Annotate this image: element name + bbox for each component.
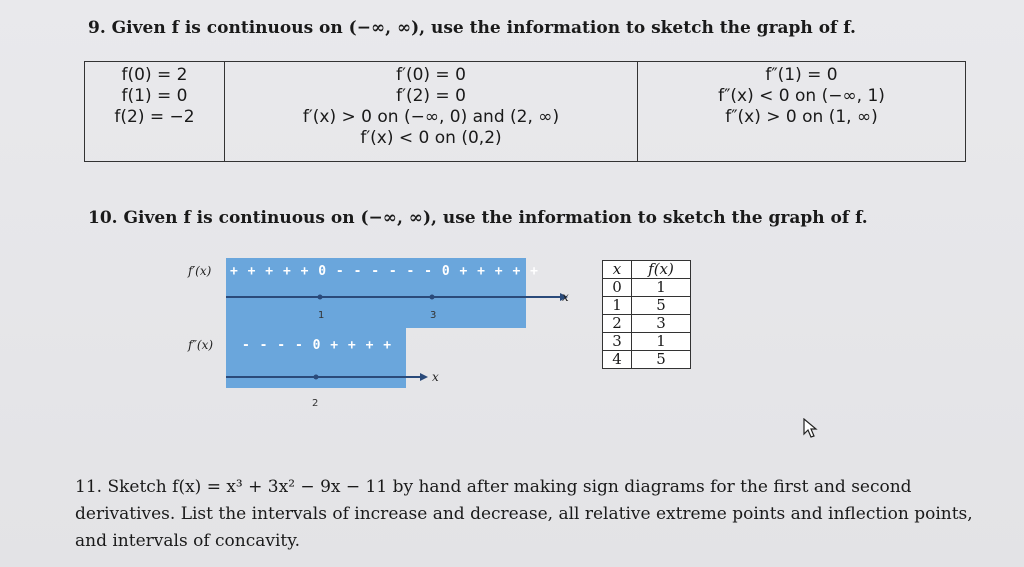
table-row [603,351,691,369]
table-row [603,315,691,333]
table-header-row [603,261,691,279]
q9-col2-line: f′(0) = 0 [396,65,466,85]
question-10-prompt: 10. Given f is continuous on (−∞, ∞), use the information to sketch the graph of f. [88,208,868,228]
q9-function-values-cell [85,62,225,162]
table-row [603,279,691,297]
table-cell-x: 2 [603,315,632,333]
q9-first-derivative-cell [225,62,638,162]
question-9-table [84,61,966,162]
q9-col1-line: f(0) = 2 [121,65,188,85]
table-header-x: x [603,261,632,279]
fprime-axis-label: x [562,290,569,304]
q9-col2-line: f′(2) = 0 [396,86,466,106]
table-row [603,333,691,351]
mouse-cursor-icon [803,418,819,438]
q9-col3-line: f″(1) = 0 [765,65,838,85]
table-cell-x: 3 [603,333,632,351]
q9-col1-line: f(1) = 0 [121,86,188,106]
table-cell-x: 4 [603,351,632,369]
fprime-tick-1: 1 [318,310,325,321]
fdouble-sign-row: - - - - 0 + + + + [242,338,393,353]
q9-second-derivative-cell [638,62,966,162]
q9-col2-line: f′(x) > 0 on (−∞, 0) and (2, ∞) [302,107,560,127]
fprime-label: f′(x) [188,264,212,278]
table-cell-fx: 1 [632,333,691,351]
q9-col3-line: f″(x) > 0 on (1, ∞) [725,107,878,127]
sign-chart [180,258,569,418]
q9-col2-line: f′(x) < 0 on (0,2) [360,128,502,148]
q9-col3-line: f″(x) < 0 on (−∞, 1) [718,86,885,106]
q10-values-table [602,260,691,369]
fdouble-label: f″(x) [188,338,214,352]
table-cell-x: 1 [603,297,632,315]
table-cell-fx: 5 [632,351,691,369]
table-cell-fx: 3 [632,315,691,333]
fdouble-axis-label: x [432,370,439,384]
table-row [603,297,691,315]
fprime-sign-row: + + + + + 0 - - - - - - 0 + + + + + [230,264,539,279]
table-cell-fx: 5 [632,297,691,315]
question-9-prompt: 9. Given f is continuous on (−∞, ∞), use the information to sketch the graph of f. [88,18,856,38]
table-header-fx: f(x) [632,261,691,279]
table-cell-fx: 1 [632,279,691,297]
question-11-text: 11. Sketch f(x) = x³ + 3x² − 9x − 11 by hand after making sign diagrams for the first and second derivatives. List the intervals of increase and decrease, all relative extreme points and inflection points, and intervals of concavity. [75,477,973,551]
fdouble-tick-2: 2 [312,398,319,409]
fprime-tick-3: 3 [430,310,437,321]
table-cell-x: 0 [603,279,632,297]
q9-col1-line: f(2) = −2 [114,107,195,127]
